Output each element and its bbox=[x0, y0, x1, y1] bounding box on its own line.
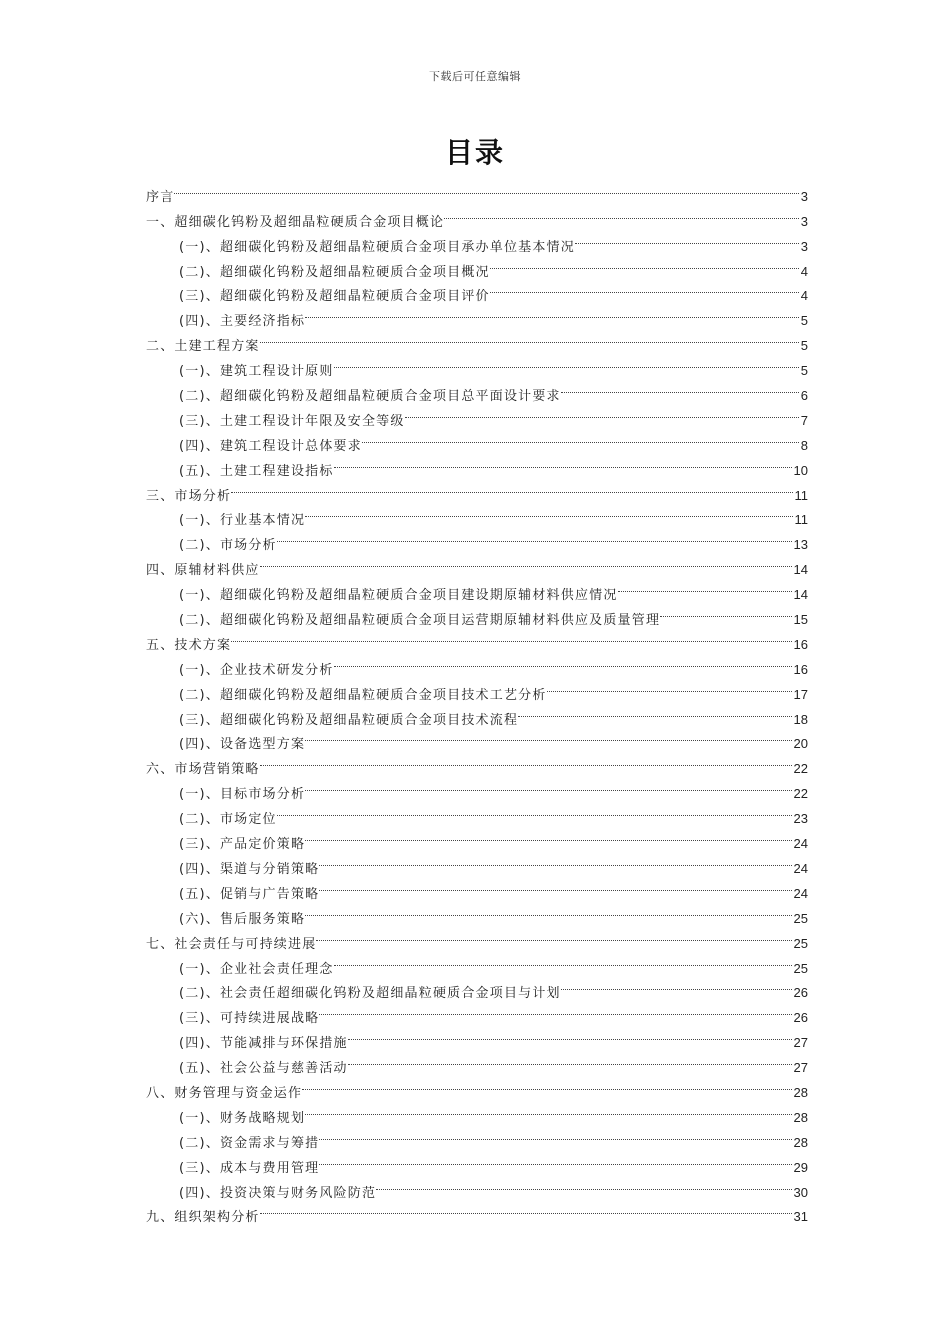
toc-entry-label: (四)、投资决策与财务风险防范 bbox=[179, 1185, 377, 1201]
toc-page-number: 16 bbox=[793, 661, 808, 677]
toc-dot-leader bbox=[319, 848, 793, 873]
toc-entry-label: (六)、售后服务策略 bbox=[179, 911, 306, 927]
toc-page-number: 31 bbox=[793, 1209, 808, 1225]
toc-dot-leader bbox=[334, 450, 794, 475]
toc-entry-label: 七、社会责任与可持续进展 bbox=[146, 936, 317, 952]
toc-entry-label: 序言 bbox=[146, 189, 175, 205]
toc-page-number: 25 bbox=[793, 935, 808, 951]
toc-entry-label: (二)、社会责任超细碳化钨粉及超细晶粒硬质合金项目与计划 bbox=[179, 986, 561, 1002]
toc-page-number: 27 bbox=[793, 1060, 808, 1076]
toc-page-number: 22 bbox=[793, 761, 808, 777]
toc-page-number: 26 bbox=[793, 985, 808, 1001]
toc-page-number: 24 bbox=[793, 836, 808, 852]
toc-dot-leader bbox=[260, 325, 801, 350]
toc-dot-leader bbox=[305, 724, 793, 749]
toc-entry-label: (三)、超细碳化钨粉及超细晶粒硬质合金项目技术流程 bbox=[179, 712, 519, 728]
toc-entry-label: (一)、超细碳化钨粉及超细晶粒硬质合金项目承办单位基本情况 bbox=[179, 239, 575, 255]
toc-subsection-entry[interactable] bbox=[146, 649, 808, 678]
toc-section-entry[interactable] bbox=[146, 201, 808, 230]
toc-dot-leader bbox=[174, 176, 800, 201]
toc-page-number: 27 bbox=[793, 1035, 808, 1051]
toc-page-number: 23 bbox=[793, 811, 808, 827]
toc-entry-label: 八、财务管理与资金运作 bbox=[146, 1085, 303, 1101]
toc-dot-leader bbox=[305, 898, 793, 923]
toc-dot-leader bbox=[260, 549, 794, 574]
toc-page-number: 26 bbox=[793, 1010, 808, 1026]
toc-entry-label: (四)、建筑工程设计总体要求 bbox=[179, 438, 362, 454]
toc-entry-label: (五)、促销与广告策略 bbox=[179, 886, 320, 902]
toc-page-number: 3 bbox=[800, 238, 808, 254]
toc-page-number: 17 bbox=[793, 686, 808, 702]
toc-dot-leader bbox=[319, 1122, 793, 1147]
toc-page-number: 15 bbox=[793, 612, 808, 628]
toc-dot-leader bbox=[575, 226, 801, 251]
toc-title: 目录 bbox=[444, 136, 505, 169]
toc-entry-label: (二)、市场分析 bbox=[179, 538, 277, 554]
toc-dot-leader bbox=[518, 699, 793, 724]
toc-dot-leader bbox=[316, 923, 793, 948]
toc-page-number: 28 bbox=[793, 1109, 808, 1125]
toc-dot-leader bbox=[561, 973, 794, 998]
toc-page-number: 16 bbox=[793, 636, 808, 652]
toc-entry-label: 五、技术方案 bbox=[146, 637, 232, 653]
toc-dot-leader bbox=[231, 624, 793, 649]
toc-page-number: 13 bbox=[793, 537, 808, 553]
toc-entry-label: (一)、企业技术研发分析 bbox=[179, 662, 334, 678]
toc-dot-leader bbox=[305, 500, 794, 525]
toc-page-number: 5 bbox=[800, 338, 808, 354]
toc-page-number: 10 bbox=[793, 462, 808, 478]
toc-page-number: 20 bbox=[793, 736, 808, 752]
toc-entry-label: 四、原辅材料供应 bbox=[146, 563, 260, 579]
toc-dot-leader bbox=[277, 798, 794, 823]
toc-dot-leader bbox=[348, 1022, 794, 1047]
toc-dot-leader bbox=[490, 276, 801, 301]
toc-entry-label: (二)、资金需求与筹措 bbox=[179, 1135, 320, 1151]
table-of-contents bbox=[146, 176, 808, 1226]
toc-entry-label: (二)、超细碳化钨粉及超细晶粒硬质合金项目运营期原辅材料供应及质量管理 bbox=[179, 613, 661, 629]
toc-page-number: 25 bbox=[793, 910, 808, 926]
toc-dot-leader bbox=[305, 773, 793, 798]
toc-page-number: 3 bbox=[800, 213, 808, 229]
toc-dot-leader bbox=[618, 574, 794, 599]
toc-dot-leader bbox=[376, 1172, 793, 1197]
toc-page-number: 7 bbox=[800, 412, 808, 428]
toc-entry-label: (一)、企业社会责任理念 bbox=[179, 961, 334, 977]
toc-entry-label: (一)、目标市场分析 bbox=[179, 787, 306, 803]
toc-dot-leader bbox=[305, 823, 793, 848]
toc-dot-leader bbox=[319, 1147, 793, 1172]
toc-dot-leader bbox=[319, 873, 793, 898]
toc-entry-label: (四)、设备选型方案 bbox=[179, 737, 306, 753]
toc-section-entry[interactable] bbox=[146, 475, 808, 504]
toc-page-number: 18 bbox=[793, 711, 808, 727]
toc-dot-leader bbox=[444, 201, 801, 226]
toc-page-number: 29 bbox=[793, 1159, 808, 1175]
toc-dot-leader bbox=[277, 524, 794, 549]
toc-entry-label: (五)、土建工程建设指标 bbox=[179, 463, 334, 479]
toc-dot-leader bbox=[334, 350, 801, 375]
toc-page-number: 11 bbox=[794, 487, 808, 503]
toc-page-number: 4 bbox=[800, 288, 808, 304]
toc-entry-label: (二)、超细碳化钨粉及超细晶粒硬质合金项目技术工艺分析 bbox=[179, 687, 547, 703]
toc-entry-label: (四)、节能减排与环保措施 bbox=[179, 1036, 348, 1052]
toc-entry-label: (三)、产品定价策略 bbox=[179, 837, 306, 853]
toc-dot-leader bbox=[260, 748, 794, 773]
toc-dot-leader bbox=[334, 649, 794, 674]
toc-dot-leader bbox=[231, 475, 794, 500]
toc-dot-leader bbox=[305, 1097, 793, 1122]
toc-section-entry[interactable] bbox=[146, 176, 808, 205]
toc-subsection-entry[interactable] bbox=[146, 500, 808, 529]
toc-entry-label: (二)、市场定位 bbox=[179, 812, 277, 828]
toc-dot-leader bbox=[405, 400, 801, 425]
toc-page-number: 28 bbox=[793, 1134, 808, 1150]
toc-entry-label: (四)、主要经济指标 bbox=[179, 314, 306, 330]
header-note: 下载后可任意编辑 bbox=[429, 70, 521, 83]
toc-entry-label: 六、市场营销策略 bbox=[146, 762, 260, 778]
toc-entry-label: (三)、超细碳化钨粉及超细晶粒硬质合金项目评价 bbox=[179, 289, 490, 305]
toc-entry-label: 三、市场分析 bbox=[146, 488, 232, 504]
toc-dot-leader bbox=[319, 997, 793, 1022]
toc-page-number: 8 bbox=[800, 437, 808, 453]
toc-page-number: 28 bbox=[793, 1084, 808, 1100]
toc-page-number: 25 bbox=[793, 960, 808, 976]
toc-entry-label: (三)、可持续进展战略 bbox=[179, 1011, 320, 1027]
toc-page-number: 30 bbox=[793, 1184, 808, 1200]
toc-dot-leader bbox=[362, 425, 801, 450]
toc-page-number: 24 bbox=[793, 860, 808, 876]
toc-entry-label: (三)、成本与费用管理 bbox=[179, 1160, 320, 1176]
toc-page-number: 22 bbox=[793, 786, 808, 802]
toc-dot-leader bbox=[660, 599, 793, 624]
toc-page-number: 14 bbox=[793, 587, 808, 603]
toc-entry-label: 二、土建工程方案 bbox=[146, 339, 260, 355]
toc-dot-leader bbox=[348, 1047, 794, 1072]
toc-entry-label: (二)、超细碳化钨粉及超细晶粒硬质合金项目概况 bbox=[179, 264, 490, 280]
toc-dot-leader bbox=[260, 1197, 794, 1222]
toc-page-number: 14 bbox=[793, 562, 808, 578]
toc-dot-leader bbox=[305, 300, 801, 325]
toc-entry-label: (一)、行业基本情况 bbox=[179, 513, 306, 529]
toc-page-number: 5 bbox=[800, 313, 808, 329]
toc-page-number: 5 bbox=[800, 363, 808, 379]
toc-dot-leader bbox=[490, 251, 801, 276]
toc-entry-label: (三)、土建工程设计年限及安全等级 bbox=[179, 413, 405, 429]
toc-section-entry[interactable] bbox=[146, 624, 808, 653]
toc-entry-label: (五)、社会公益与慈善活动 bbox=[179, 1061, 348, 1077]
toc-entry-label: (一)、建筑工程设计原则 bbox=[179, 364, 334, 380]
toc-page-number: 11 bbox=[794, 512, 808, 528]
toc-entry-label: (四)、渠道与分销策略 bbox=[179, 861, 320, 877]
toc-page-number: 3 bbox=[800, 188, 808, 204]
toc-page-number: 6 bbox=[800, 388, 808, 404]
toc-page-number: 24 bbox=[793, 885, 808, 901]
toc-entry-label: 一、超细碳化钨粉及超细晶粒硬质合金项目概论 bbox=[146, 214, 445, 230]
toc-dot-leader bbox=[547, 674, 794, 699]
toc-dot-leader bbox=[334, 948, 794, 973]
toc-entry-label: (二)、超细碳化钨粉及超细晶粒硬质合金项目总平面设计要求 bbox=[179, 389, 561, 405]
toc-entry-label: 九、组织架构分析 bbox=[146, 1210, 260, 1226]
toc-dot-leader bbox=[561, 375, 801, 400]
toc-dot-leader bbox=[302, 1072, 793, 1097]
toc-page-number: 4 bbox=[800, 263, 808, 279]
toc-entry-label: (一)、超细碳化钨粉及超细晶粒硬质合金项目建设期原辅材料供应情况 bbox=[179, 588, 618, 604]
toc-entry-label: (一)、财务战略规划 bbox=[179, 1110, 306, 1126]
